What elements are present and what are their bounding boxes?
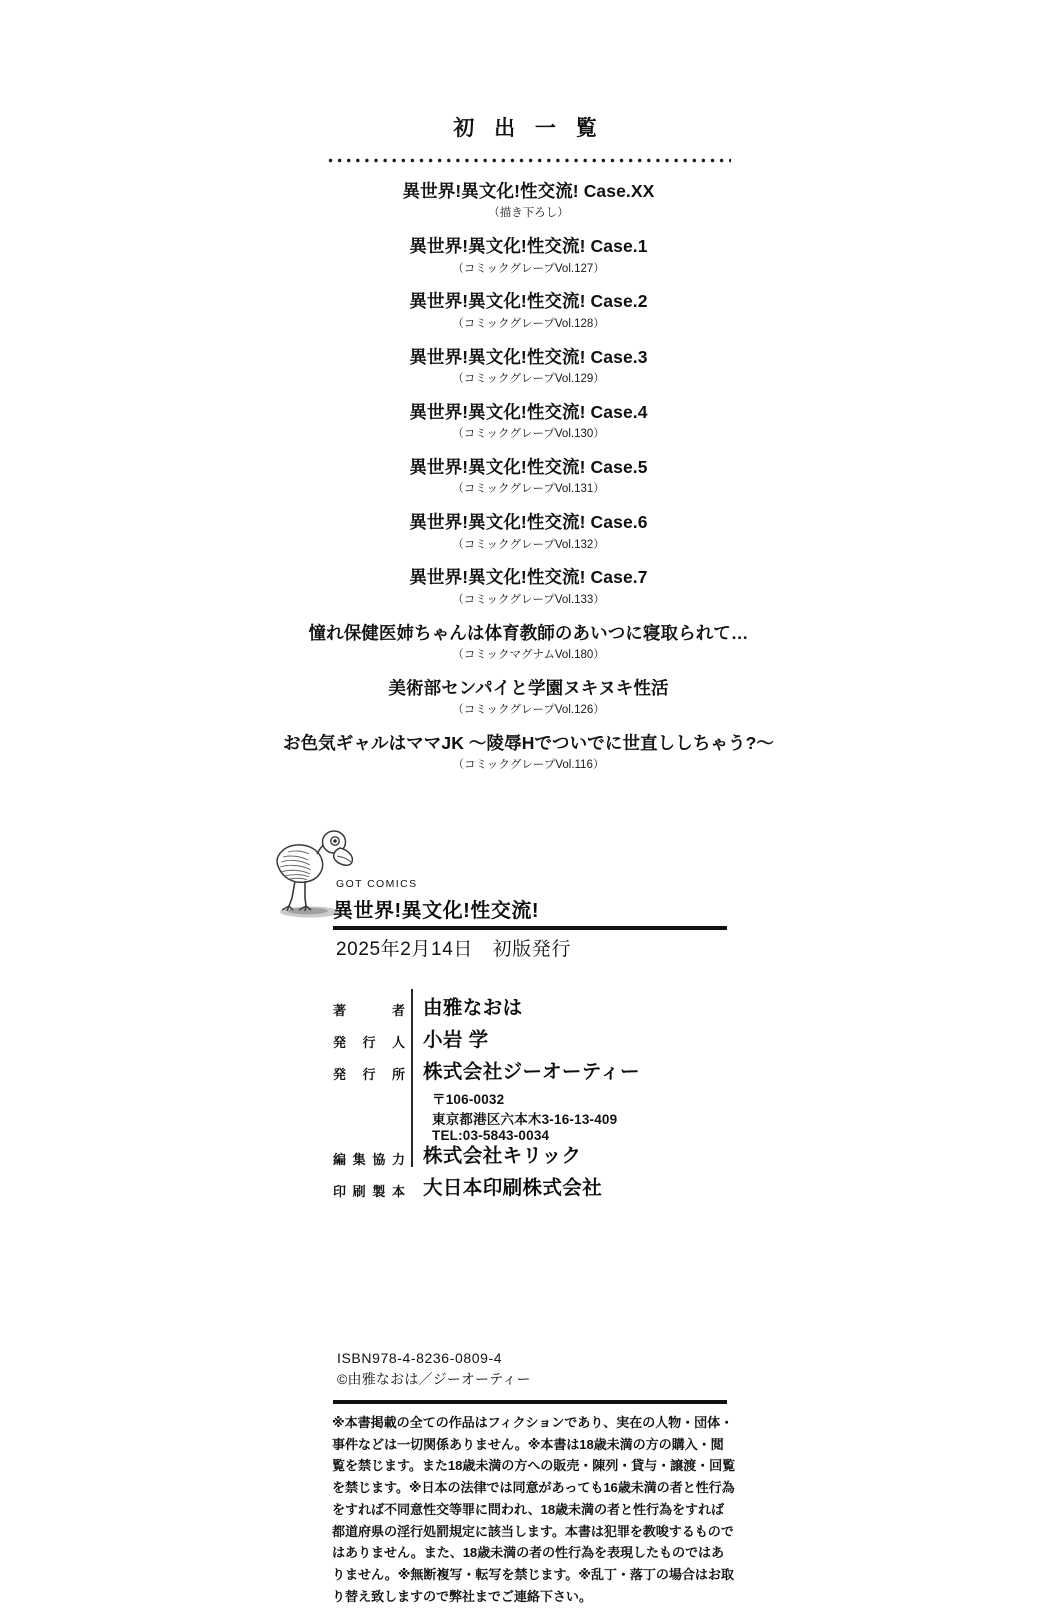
credit-entry-title: 異世界!異文化!性交流! Case.7 [409, 567, 648, 588]
legal-disclaimer-text: ※本書掲載の全ての作品はフィクションであり、実在の人物・団体・事件などは一切関係ありません。※本書は18歳未満の方の購入・閲覧を禁じます。また18歳未満の方への販売・陳列・貸与・譲渡・回覧を禁じます。※日本の法律では同意があっても16歳未満の者と性行為をすれば不同意性交等罪に問われ、18歳未満の者と性行為をすれば都道府県の淫行処罰規定に該当します。本書は犯罪を教唆するものではありません。また、18歳未満の者の性行為を表現したものではありません。※無断複写・転写を禁じます。※乱丁・落丁の場合はお取り替え致しますので弊社までご連絡下さい。 [332, 1415, 736, 1604]
isbn-copyright-block [337, 1348, 531, 1390]
credit-entry-title: 憧れ保健医姉ちゃんは体育教師のあいつに寝取られて… [308, 622, 749, 643]
bottom-rule-divider [333, 1400, 727, 1404]
credit-entry [0, 235, 1057, 276]
detail-row-label: 著者 [333, 1003, 405, 1018]
colophon-section [0, 818, 1057, 1604]
credit-entry-title: 異世界!異文化!性交流! Case.2 [409, 291, 648, 312]
publisher-address-line: 〒106-0032 [432, 1092, 505, 1107]
credit-entry [0, 290, 1057, 331]
detail-row-value: 由雅なおは [423, 997, 523, 1019]
credit-entry-source: （コミックグレープVol.131） [452, 483, 605, 496]
credit-entry-source: （コミックグレープVol.116） [452, 759, 605, 772]
detail-row-label: 発行人 [333, 1035, 405, 1050]
credit-entry [0, 622, 1057, 663]
credit-entry-source: （コミックグレープVol.132） [452, 538, 605, 551]
credit-entry-source: （コミックグレープVol.129） [452, 372, 605, 385]
detail-row-label: 編集協力 [333, 1152, 405, 1167]
copyright-notice: ©由雅なおは／ジーオーティー [337, 1371, 531, 1387]
publisher-address-line: TEL:03-5843-0034 [432, 1128, 550, 1143]
first-appearance-list-section [0, 0, 1057, 773]
credit-entry-title: 異世界!異文化!性交流! Case.3 [409, 346, 648, 367]
detail-row-value: 株式会社ジーオーティー [423, 1061, 640, 1083]
publication-date: 2025年2月14日 初版発行 [336, 939, 571, 960]
first-appearance-heading: 初 出 一 覧 [453, 117, 604, 140]
detail-row-value: 小岩 学 [423, 1029, 489, 1051]
imprint-label: GOT COMICS [336, 878, 418, 890]
credit-entry-title: 異世界!異文化!性交流! Case.4 [409, 401, 648, 422]
credit-entry-source: （コミックマグナムVol.180） [452, 648, 605, 661]
credit-entry-source: （コミックグレープVol.128） [452, 317, 605, 330]
credit-entry-title: 異世界!異文化!性交流! Case.XX [402, 181, 655, 201]
credit-entry [0, 456, 1057, 497]
credit-entry-source: （描き下ろし） [488, 207, 569, 220]
credit-entry [0, 346, 1057, 387]
imprint-header [0, 818, 1057, 960]
publisher-address-line: 東京都港区六本木3-16-13-409 [432, 1112, 618, 1127]
credit-entry [0, 677, 1057, 718]
table-vertical-divider [411, 989, 413, 1167]
credit-entry-title: 異世界!異文化!性交流! Case.5 [409, 456, 648, 477]
credit-entry-source: （コミックグレープVol.127） [452, 262, 605, 275]
title-rule-divider [333, 926, 727, 930]
credit-entry [0, 566, 1057, 607]
credit-entry-title: 異世界!異文化!性交流! Case.1 [409, 236, 648, 257]
detail-row-label: 印刷製本 [333, 1184, 405, 1199]
detail-row-value: 株式会社キリック [423, 1145, 582, 1167]
isbn-number: ISBN978-4-8236-0809-4 [337, 1350, 503, 1366]
credit-entry [0, 511, 1057, 552]
credit-entry-source: （コミックグレープVol.133） [452, 593, 605, 606]
detail-row-label: 発行所 [333, 1067, 405, 1082]
credit-entry-source: （コミックグレープVol.130） [452, 428, 605, 441]
book-title: 異世界!異文化!性交流! [333, 900, 539, 922]
credit-entry-list [0, 180, 1057, 773]
credit-entry-title: お色気ギャルはママJK 〜陵辱Hでついでに世直ししちゃう?〜 [282, 732, 775, 753]
credit-entry [0, 180, 1057, 221]
credit-entry-source: （コミックグレープVol.126） [452, 704, 605, 717]
credit-entry-title: 異世界!異文化!性交流! Case.6 [409, 512, 648, 533]
credit-entry [0, 401, 1057, 442]
credit-entry [0, 732, 1057, 773]
detail-row-value: 大日本印刷株式会社 [423, 1177, 603, 1199]
dotted-divider [326, 158, 731, 163]
credit-entry-title: 美術部センパイと学園ヌキヌキ性活 [388, 677, 669, 698]
